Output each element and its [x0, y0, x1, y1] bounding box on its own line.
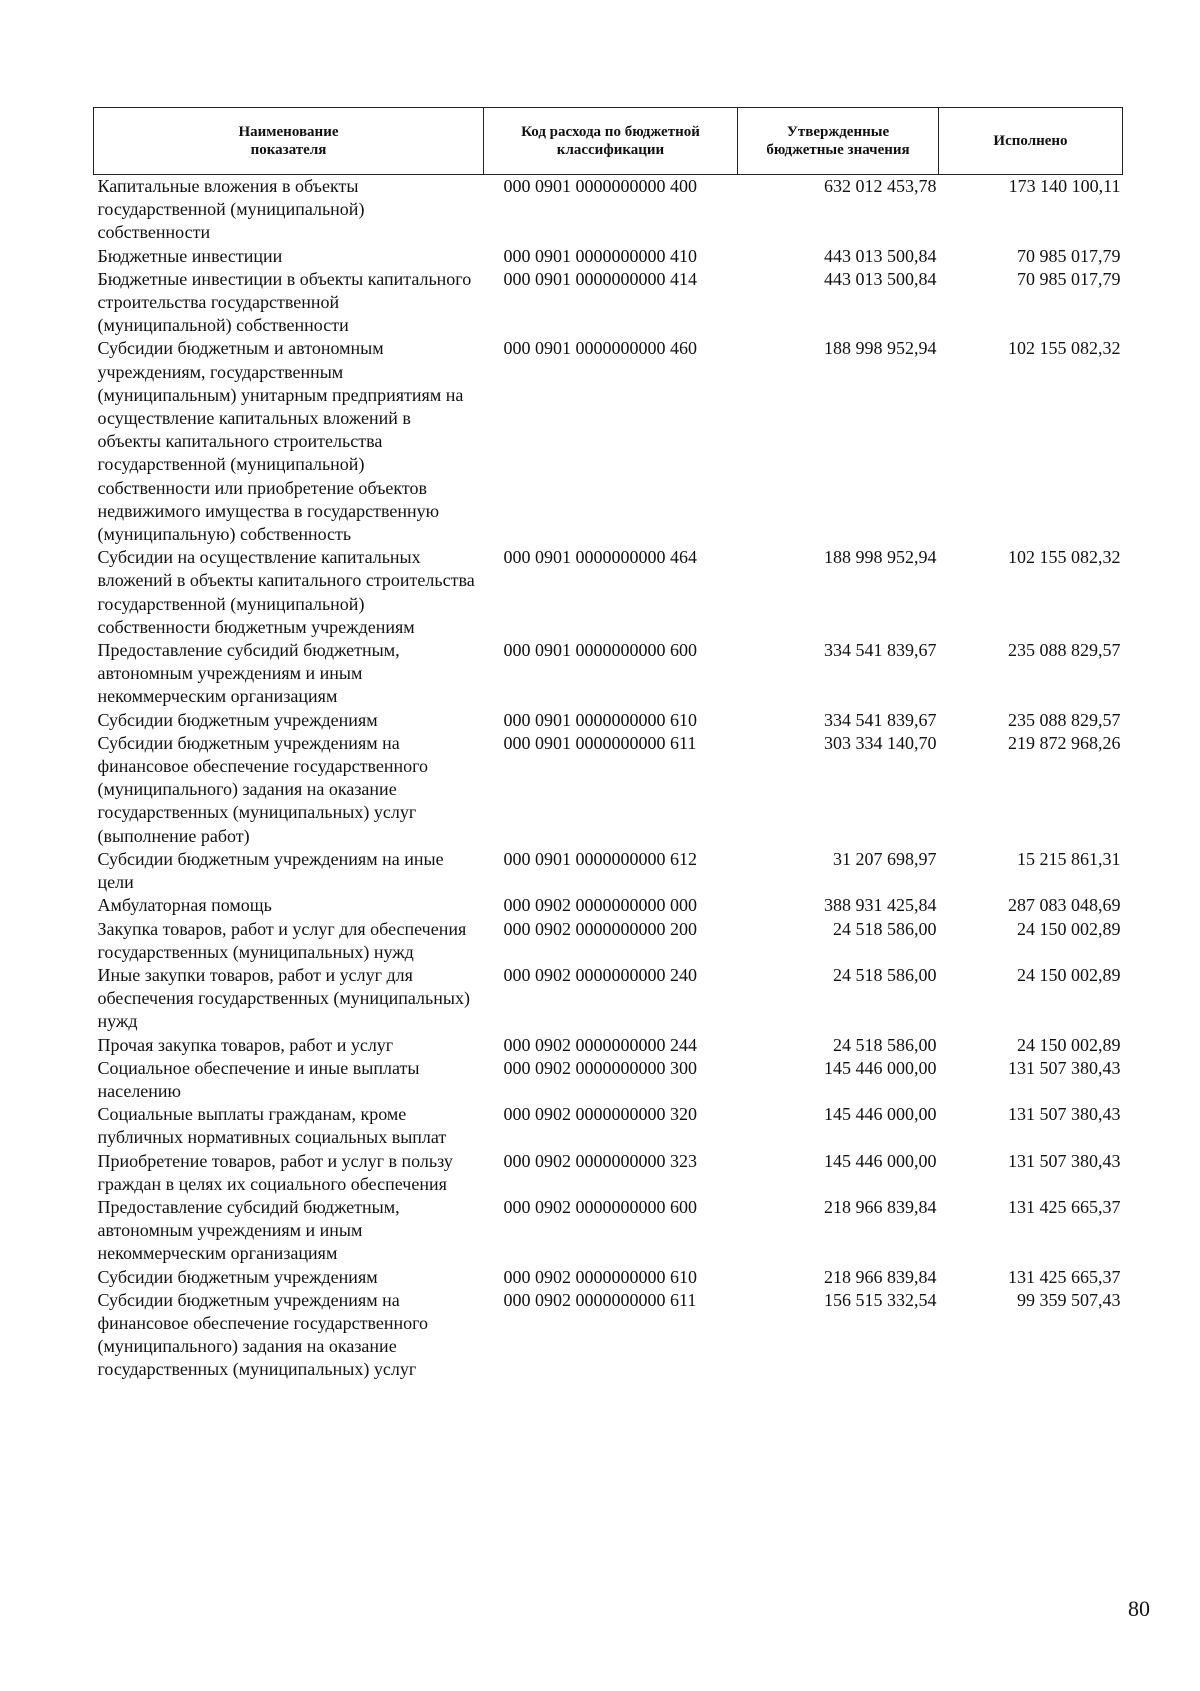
executed-value-cell: 70 985 017,79 [1017, 268, 1121, 289]
approved-value-cell: 303 334 140,70 [824, 732, 937, 753]
expense-code-cell: 000 0901 0000000000 610 [503, 709, 697, 730]
executed-value-cell: 131 507 380,43 [1008, 1150, 1121, 1171]
expense-code-cell: 000 0902 0000000000 611 [503, 1289, 697, 1310]
indicator-name-cell: Субсидии на осуществление капитальных вложений в объекты капитального строительства государственной (муниципальной) собственности бюджетным учреждениям [97, 547, 475, 637]
executed-value-cell: 70 985 017,79 [1017, 245, 1121, 266]
approved-value-cell: 218 966 839,84 [824, 1266, 937, 1287]
approved-value-cell: 24 518 586,00 [833, 964, 937, 985]
executed-value-cell: 235 088 829,57 [1008, 709, 1121, 730]
expense-code-cell: 000 0901 0000000000 464 [503, 547, 697, 568]
expense-code-cell: 000 0902 0000000000 300 [503, 1057, 697, 1078]
table-row [94, 268, 1123, 338]
indicator-name-cell: Социальное обеспечение и иные выплаты населению [97, 1057, 420, 1101]
budget-execution-table [93, 107, 1123, 1382]
approved-value-cell: 443 013 500,84 [824, 268, 937, 289]
page-number: 80 [1128, 1596, 1150, 1621]
approved-value-cell: 334 541 839,67 [824, 640, 937, 661]
executed-value-cell: 102 155 082,32 [1008, 338, 1121, 359]
approved-value-cell: 218 966 839,84 [824, 1196, 937, 1217]
approved-value-cell: 632 012 453,78 [824, 176, 937, 196]
table-row [94, 1103, 1123, 1149]
indicator-name-cell: Закупка товаров, работ и услуг для обеспечения государственных (муниципальных) нужд [97, 918, 467, 962]
header-indicator-name: Наименование показателя [94, 108, 484, 175]
executed-value-cell: 131 425 665,37 [1008, 1266, 1121, 1287]
table-header [94, 108, 1123, 175]
table-row [94, 546, 1123, 639]
expense-code-cell: 000 0902 0000000000 244 [503, 1034, 697, 1055]
expense-code-cell: 000 0901 0000000000 400 [503, 176, 697, 196]
table-row [94, 964, 1123, 1034]
indicator-name-cell: Субсидии бюджетным учреждениям на финансовое обеспечение государственного (муниципального) задания на оказание государственных (муниципальных) услуг [97, 1289, 429, 1380]
table-row [94, 894, 1123, 917]
approved-value-cell: 24 518 586,00 [833, 918, 937, 939]
table-body [94, 175, 1123, 1382]
table-row [94, 732, 1123, 848]
approved-value-cell: 188 998 952,94 [824, 338, 937, 359]
approved-value-cell: 145 446 000,00 [824, 1057, 937, 1078]
expense-code-cell: 000 0902 0000000000 600 [503, 1196, 697, 1217]
expense-code-cell: 000 0902 0000000000 320 [503, 1104, 697, 1125]
executed-value-cell: 131 425 665,37 [1008, 1196, 1121, 1217]
indicator-name-cell: Субсидии бюджетным и автономным учреждениям, государственным (муниципальным) унитарным предприятиям на осуществление капитальных вложений в объекты капитального строительства государственной (муниципальной) собственности или приобретение объектов недвижимого имущества в государственную (муниципальную) собственность [97, 338, 464, 545]
approved-value-cell: 388 931 425,84 [824, 895, 937, 916]
approved-value-cell: 334 541 839,67 [824, 709, 937, 730]
approved-value-cell: 145 446 000,00 [824, 1150, 937, 1171]
approved-value-cell: 31 207 698,97 [833, 848, 937, 869]
indicator-name-cell: Бюджетные инвестиции в объекты капитального строительства государственной (муниципальной) собственности [97, 268, 472, 336]
executed-value-cell: 219 872 968,26 [1008, 732, 1121, 753]
indicator-name-cell: Амбулаторная помощь [97, 895, 272, 916]
indicator-name-cell: Иные закупки товаров, работ и услуг для обеспечения государственных (муниципальных) нужд [97, 964, 470, 1032]
executed-value-cell: 24 150 002,89 [1017, 964, 1121, 985]
expense-code-cell: 000 0902 0000000000 200 [503, 918, 697, 939]
table-row [94, 175, 1123, 245]
approved-value-cell: 188 998 952,94 [824, 547, 937, 568]
executed-value-cell: 173 140 100,11 [1008, 176, 1121, 196]
executed-value-cell: 99 359 507,43 [1017, 1289, 1121, 1310]
expense-code-cell: 000 0901 0000000000 414 [503, 268, 697, 289]
indicator-name-cell: Предоставление субсидий бюджетным, автономным учреждениям и иным некоммерческим организациям [97, 1196, 400, 1264]
executed-value-cell: 24 150 002,89 [1017, 1034, 1121, 1055]
expense-code-cell: 000 0901 0000000000 600 [503, 640, 697, 661]
expense-code-cell: 000 0901 0000000000 410 [503, 245, 697, 266]
indicator-name-cell: Предоставление субсидий бюджетным, автономным учреждениям и иным некоммерческим организациям [97, 640, 400, 707]
table-row [94, 918, 1123, 964]
indicator-name-cell: Прочая закупка товаров, работ и услуг [97, 1034, 394, 1055]
table-row [94, 639, 1123, 709]
table-row [94, 245, 1123, 268]
indicator-name-cell: Приобретение товаров, работ и услуг в пользу граждан в целях их социального обеспечения [97, 1150, 453, 1194]
header-executed: Исполнено [939, 108, 1123, 175]
expense-code-cell: 000 0902 0000000000 000 [503, 895, 697, 916]
executed-value-cell: 235 088 829,57 [1008, 640, 1121, 661]
table-row [94, 337, 1123, 546]
executed-value-cell: 131 507 380,43 [1008, 1057, 1121, 1078]
header-expense-code: Код расхода по бюджетной классификации [484, 108, 738, 175]
expense-code-cell: 000 0901 0000000000 460 [503, 338, 697, 359]
executed-value-cell: 131 507 380,43 [1008, 1104, 1121, 1125]
indicator-name-cell: Капитальные вложения в объекты государственной (муниципальной) собственности [97, 176, 365, 243]
executed-value-cell: 102 155 082,32 [1008, 547, 1121, 568]
header-approved-values: Утвержденные бюджетные значения [738, 108, 939, 175]
approved-value-cell: 145 446 000,00 [824, 1104, 937, 1125]
executed-value-cell: 24 150 002,89 [1017, 918, 1121, 939]
table-row [94, 1057, 1123, 1103]
expense-code-cell: 000 0901 0000000000 612 [503, 848, 697, 869]
expense-code-cell: 000 0902 0000000000 240 [503, 964, 697, 985]
indicator-name-cell: Социальные выплаты гражданам, кроме публичных нормативных социальных выплат [97, 1104, 447, 1148]
executed-value-cell: 287 083 048,69 [1008, 895, 1121, 916]
table-row [94, 1150, 1123, 1196]
expense-code-cell: 000 0902 0000000000 323 [503, 1150, 697, 1171]
expense-code-cell: 000 0901 0000000000 611 [503, 732, 697, 753]
table-row [94, 848, 1123, 894]
indicator-name-cell: Субсидии бюджетным учреждениям [97, 1266, 378, 1287]
approved-value-cell: 24 518 586,00 [833, 1034, 937, 1055]
indicator-name-cell: Субсидии бюджетным учреждениям на иные цели [97, 848, 444, 893]
table-row [94, 1034, 1123, 1057]
executed-value-cell: 15 215 861,31 [1017, 848, 1121, 869]
table-row [94, 1289, 1123, 1382]
approved-value-cell: 156 515 332,54 [824, 1289, 937, 1310]
table-row [94, 1266, 1123, 1289]
expense-code-cell: 000 0902 0000000000 610 [503, 1266, 697, 1287]
indicator-name-cell: Бюджетные инвестиции [97, 245, 283, 266]
approved-value-cell: 443 013 500,84 [824, 245, 937, 266]
table-row [94, 1196, 1123, 1266]
indicator-name-cell: Субсидии бюджетным учреждениям на финансовое обеспечение государственного (муниципального) задания на оказание государственных (муниципальных) услуг (выполнение работ) [97, 732, 429, 846]
indicator-name-cell: Субсидии бюджетным учреждениям [97, 709, 378, 730]
table-row [94, 709, 1123, 732]
